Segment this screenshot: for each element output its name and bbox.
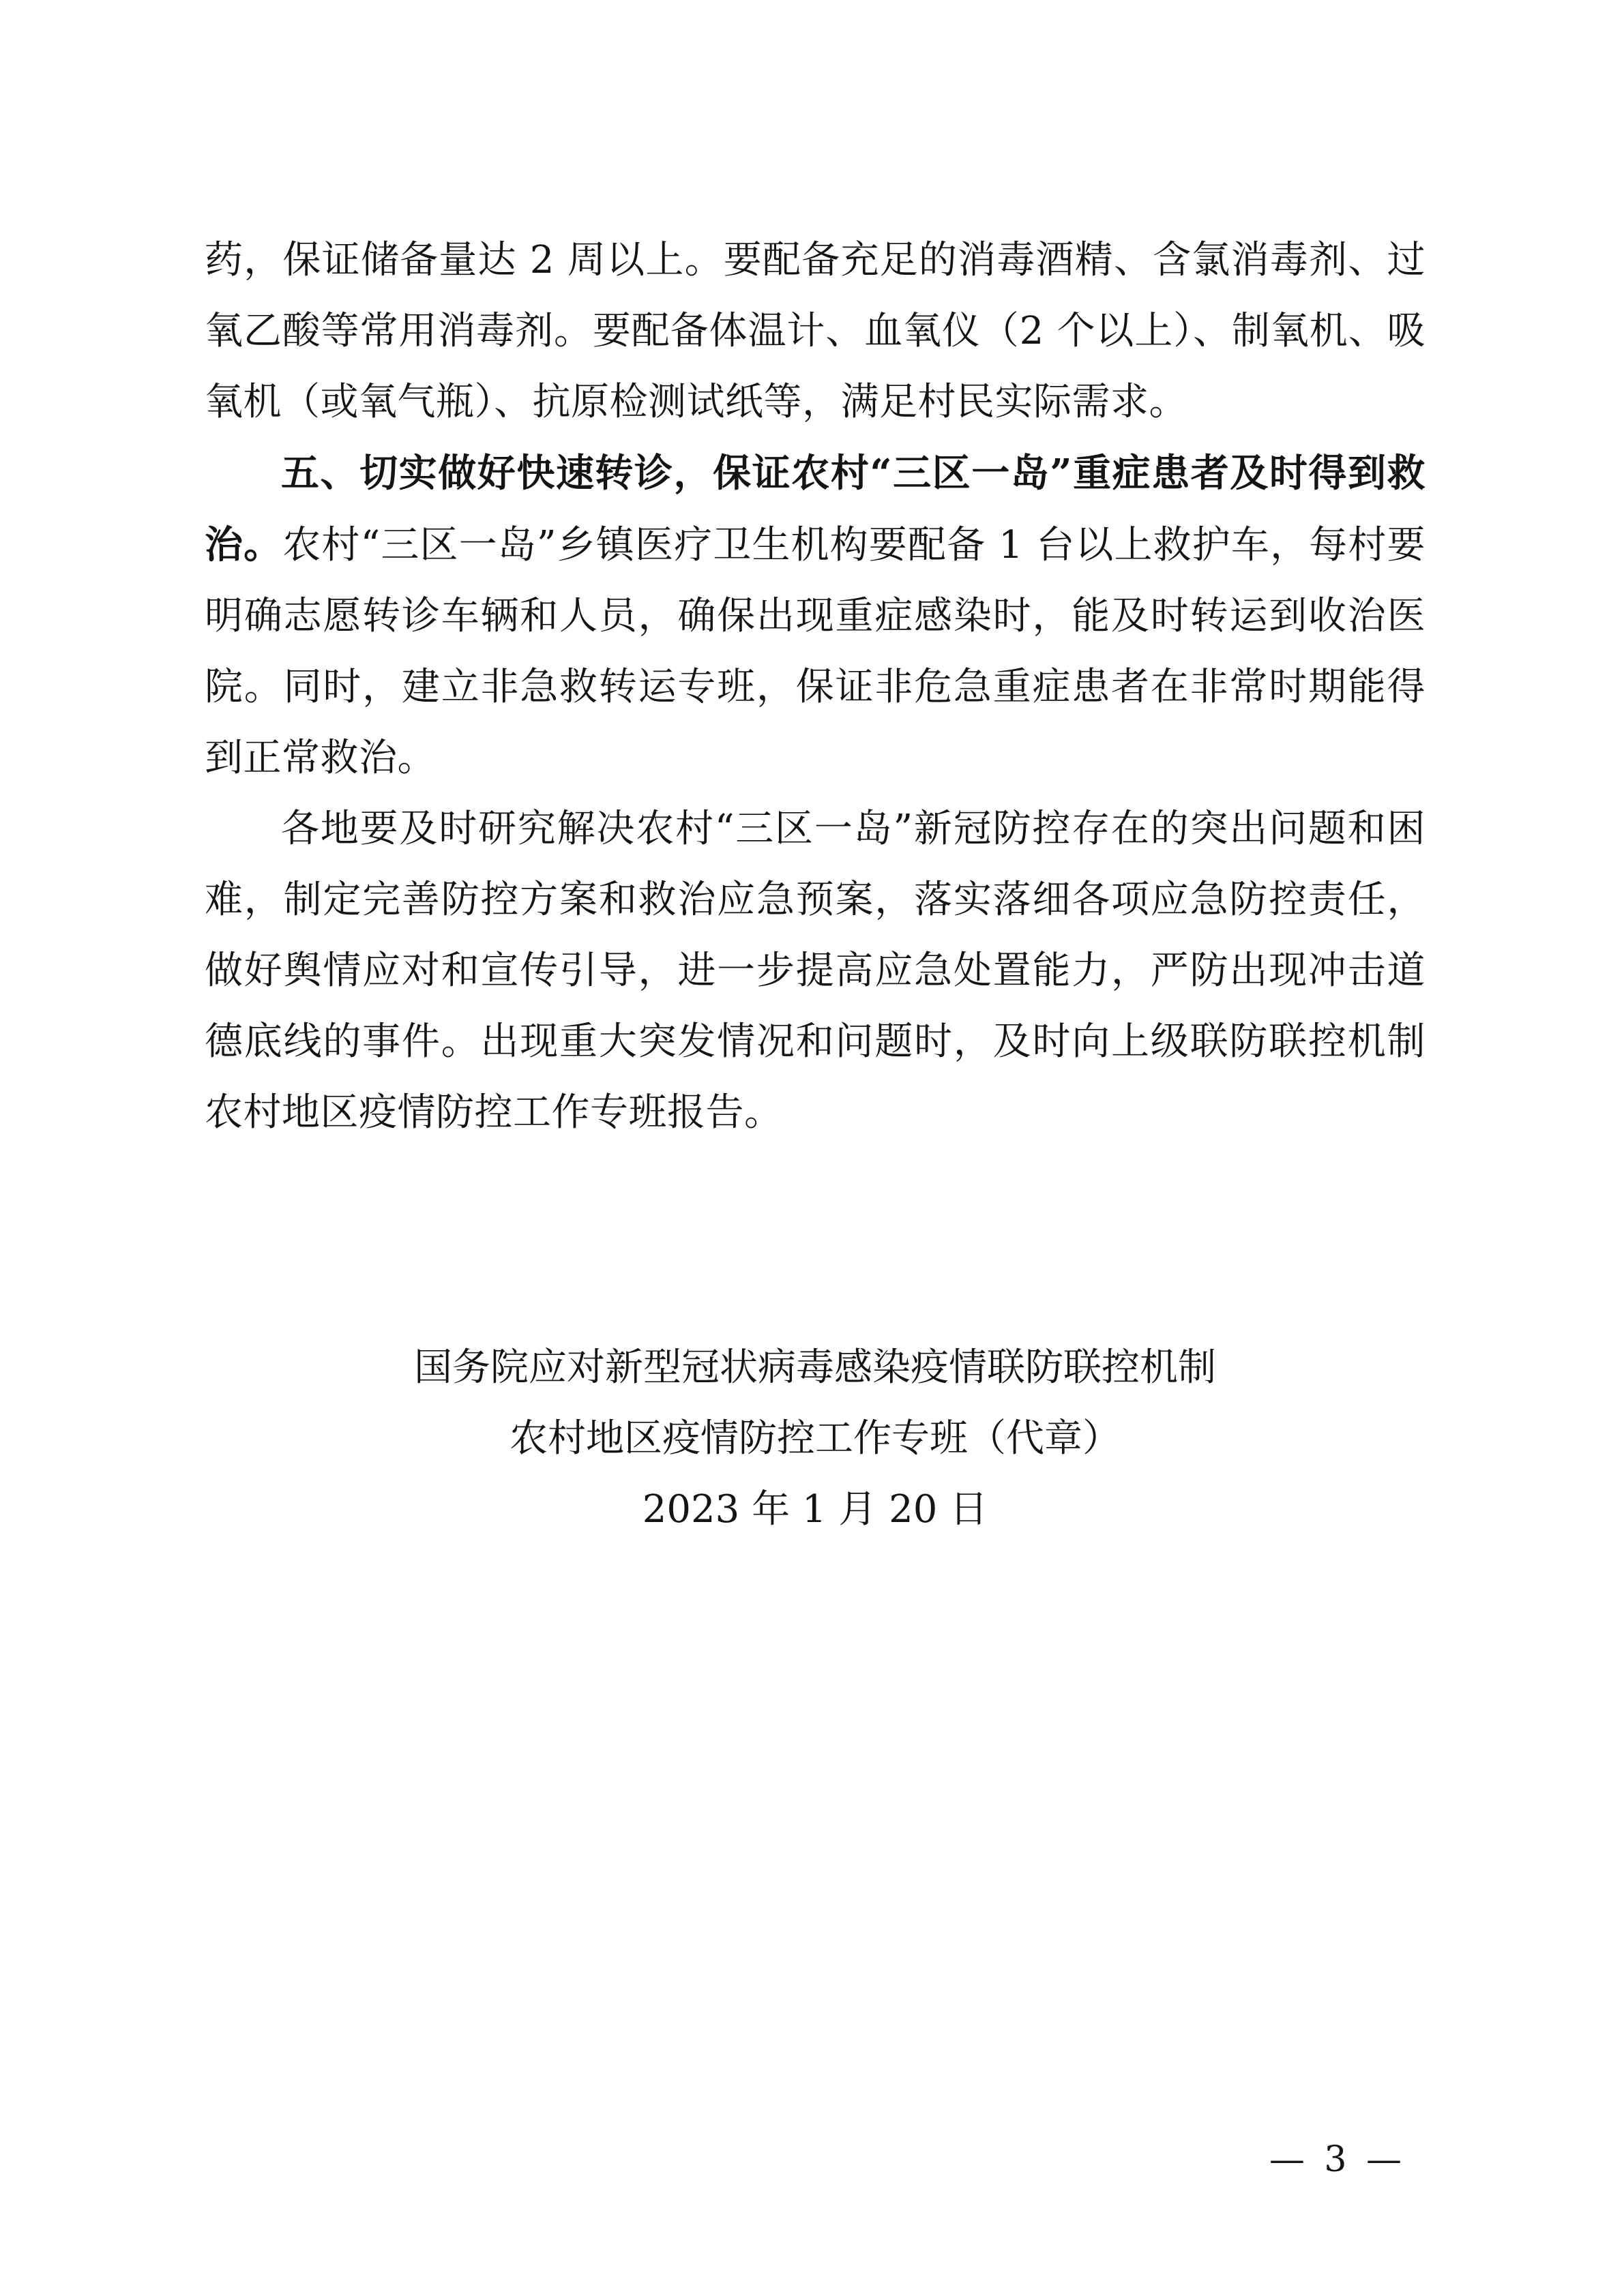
document-body (205, 225, 1426, 1545)
paragraph-section-five-heading: 五、切实做好快速转诊，保证农村“三区一岛”重症患者及时得到救治。 (205, 451, 1426, 567)
paragraph-closing: 各地要及时研究解决农村“三区一岛”新冠防控存在的突出问题和困难，制定完善防控方案和救治应急预案，落实落细各项应急防控责任，做好舆情应对和宣传引导，进一步提高应急处置能力，严防出现冲击道德底线的事件。出现重大突发情况和问题时，及时向上级联防联控机制农村地区疫情防控工作专班报告。 (205, 807, 1426, 1135)
signature-block (283, 1332, 1347, 1545)
paragraph-continuation: 药，保证储备量达 2 周以上。要配备充足的消毒酒精、含氯消毒剂、过氧乙酸等常用消毒剂。要配备体温计、血氧仪（2 个以上）、制氧机、吸氧机（或氧气瓶）、抗原检测试纸等，满足村民实际需求。 (205, 238, 1426, 424)
paragraph-section-five-text: 农村“三区一岛”乡镇医疗卫生机构要配备 1 台以上救护车，每村要明确志愿转诊车辆和人员，确保出现重症感染时，能及时转运到收治医院。同时，建立非急救转运专班，保证非危急重症患者在非常时期能得到正常救治。 (205, 523, 1426, 780)
signature-spacer (205, 1148, 1426, 1332)
signature-issuer: 国务院应对新型冠状病毒感染疫情联防联控机制 (414, 1345, 1216, 1390)
signature-date: 2023 年 1 月 20 日 (642, 1487, 988, 1532)
signature-department: 农村地区疫情防控工作专班（代章） (510, 1416, 1121, 1461)
page-number: — 3 — (1269, 2139, 1406, 2180)
paragraph-section-five (205, 438, 1426, 794)
